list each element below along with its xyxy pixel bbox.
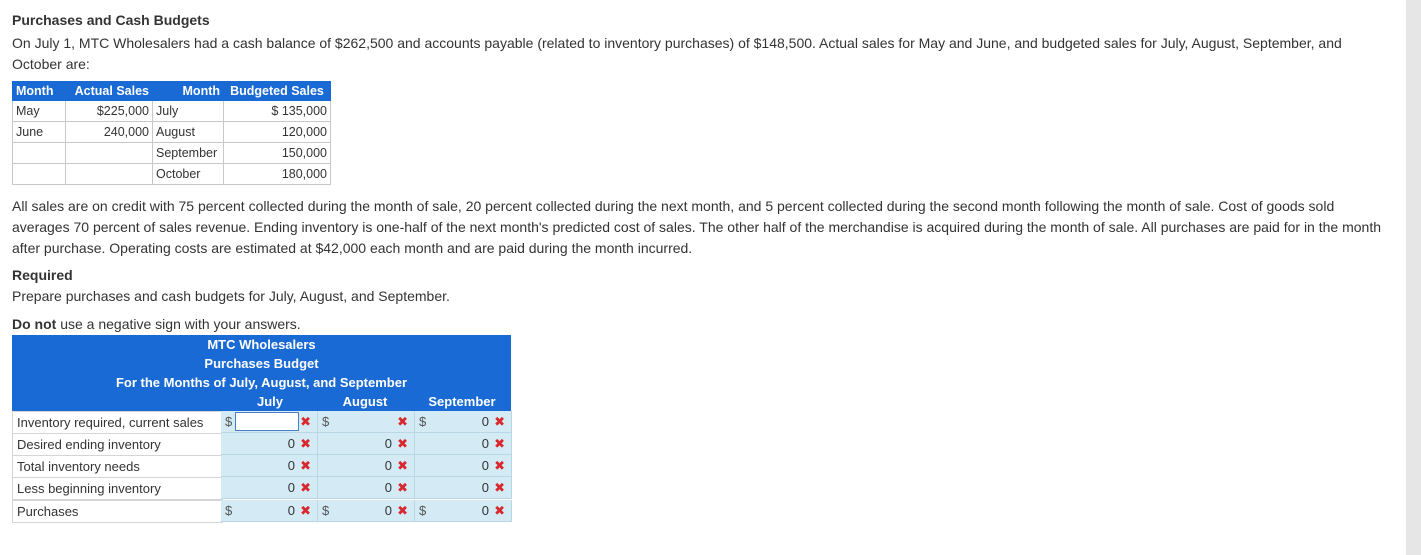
- incorrect-icon: ✖: [300, 503, 311, 518]
- september-cell: [415, 433, 512, 455]
- incorrect-icon: ✖: [494, 503, 505, 518]
- budget-header: [12, 335, 511, 411]
- incorrect-icon: ✖: [397, 436, 408, 451]
- september-total-needs-value[interactable]: 0: [481, 458, 489, 473]
- incorrect-icon: ✖: [397, 503, 408, 518]
- currency-symbol: $: [225, 414, 233, 429]
- incorrect-icon: ✖: [300, 414, 311, 429]
- september-cell: [415, 411, 512, 433]
- table-row: [13, 164, 331, 185]
- july-cell: [221, 455, 318, 477]
- september-cell: [415, 477, 512, 499]
- currency-symbol: $: [225, 503, 233, 518]
- incorrect-icon: ✖: [300, 480, 311, 495]
- row-label: Less beginning inventory: [12, 477, 223, 500]
- table-cell: $225,000: [66, 101, 153, 122]
- incorrect-icon: ✖: [397, 414, 408, 429]
- currency-symbol: $: [322, 503, 330, 518]
- incorrect-icon: ✖: [494, 480, 505, 495]
- budget-company: MTC Wholesalers: [207, 337, 316, 352]
- note-emphasis: Do not: [12, 316, 57, 332]
- incorrect-icon: ✖: [300, 458, 311, 473]
- row-label: Inventory required, current sales: [12, 411, 223, 434]
- header-actual-sales: Actual Sales: [66, 82, 153, 101]
- august-cell: [318, 433, 415, 455]
- table-cell: July: [153, 101, 224, 122]
- july-cell: [221, 477, 318, 499]
- budget-row-desired-ending-inventory: [12, 433, 511, 455]
- problem-title: Purchases and Cash Budgets: [12, 12, 210, 28]
- august-cell: [318, 477, 415, 499]
- header-budgeted-sales: Budgeted Sales: [224, 82, 331, 101]
- budget-period: For the Months of July, August, and September: [115, 375, 408, 390]
- table-cell: [66, 164, 153, 185]
- table-cell: [13, 164, 66, 185]
- august-total-needs-value[interactable]: 0: [384, 458, 392, 473]
- budget-row-purchases: [12, 500, 511, 522]
- intro-paragraph: On July 1, MTC Wholesalers had a cash balance of $262,500 and accounts payable (related to inventory purchases) of $148,500. Actual sales for May and June, and budgeted sales for July, August, September, and October are:: [12, 35, 1342, 72]
- budget-row-inventory-required: [12, 411, 511, 433]
- september-beginning-inventory-value[interactable]: 0: [481, 480, 489, 495]
- table-cell: August: [153, 122, 224, 143]
- september-cell: [415, 500, 512, 522]
- july-beginning-inventory-value[interactable]: 0: [287, 480, 295, 495]
- purchases-budget: [12, 335, 511, 522]
- august-desired-ending-value[interactable]: 0: [384, 436, 392, 451]
- incorrect-icon: ✖: [494, 458, 505, 473]
- table-cell: 150,000: [224, 143, 331, 164]
- table-cell: September: [153, 143, 224, 164]
- sales-table-header: [13, 82, 331, 101]
- currency-symbol: $: [419, 503, 427, 518]
- row-label: Total inventory needs: [12, 455, 223, 478]
- august-cell: [318, 411, 415, 433]
- july-cell: [221, 433, 318, 455]
- table-row: [13, 122, 331, 143]
- note-text: use a negative sign with your answers.: [56, 316, 301, 332]
- required-text: Prepare purchases and cash budgets for July, August, and September.: [12, 288, 450, 304]
- budget-name: Purchases Budget: [204, 356, 319, 371]
- july-desired-ending-value[interactable]: 0: [287, 436, 295, 451]
- table-row: [13, 101, 331, 122]
- table-cell: $ 135,000: [224, 101, 331, 122]
- september-cell: [415, 455, 512, 477]
- table-row: [13, 143, 331, 164]
- august-cell: [318, 455, 415, 477]
- column-july: July: [256, 394, 283, 409]
- incorrect-icon: ✖: [397, 480, 408, 495]
- july-total-needs-value[interactable]: 0: [287, 458, 295, 473]
- header-month: Month: [13, 82, 66, 101]
- incorrect-icon: ✖: [494, 414, 505, 429]
- incorrect-icon: ✖: [300, 436, 311, 451]
- july-cell: [221, 500, 318, 522]
- required-heading: Required: [12, 267, 73, 283]
- table-cell: 240,000: [66, 122, 153, 143]
- table-cell: May: [13, 101, 66, 122]
- august-cell: [318, 500, 415, 522]
- instruction-note: [12, 316, 301, 332]
- row-label: Purchases: [12, 500, 223, 523]
- table-cell: [66, 143, 153, 164]
- details-paragraph: All sales are on credit with 75 percent collected during the month of sale, 20 percent collected during the next month, and 5 percent collected during the second month following the month of sale. Cost of goods sold averages 70 percent of sales revenue. Ending inventory is one-half of the next month's predicted cost of sales. The other half of the merchandise is acquired during the month of sale. All purchases are paid for in the month after purchase. Operating costs are estimated at $42,000 each month and are paid during the month incurred.: [12, 198, 1381, 256]
- table-cell: [13, 143, 66, 164]
- budget-row-total-inventory-needs: [12, 455, 511, 477]
- august-beginning-inventory-value[interactable]: 0: [384, 480, 392, 495]
- incorrect-icon: ✖: [494, 436, 505, 451]
- budget-row-less-beginning-inventory: [12, 477, 511, 499]
- currency-symbol: $: [322, 414, 330, 429]
- sales-table: [12, 81, 331, 185]
- currency-symbol: $: [419, 414, 427, 429]
- table-cell: 180,000: [224, 164, 331, 185]
- scrollbar[interactable]: [1406, 0, 1421, 555]
- column-september: September: [428, 394, 496, 409]
- september-desired-ending-value[interactable]: 0: [481, 436, 489, 451]
- table-cell: June: [13, 122, 66, 143]
- september-inventory-required-value[interactable]: 0: [481, 414, 489, 429]
- incorrect-icon: ✖: [397, 458, 408, 473]
- september-purchases-value[interactable]: 0: [481, 503, 489, 518]
- header-month-2: Month: [153, 82, 224, 101]
- row-label: Desired ending inventory: [12, 433, 223, 456]
- july-inventory-required-input[interactable]: [235, 412, 299, 431]
- column-august: August: [342, 394, 388, 409]
- table-cell: 120,000: [224, 122, 331, 143]
- august-purchases-value[interactable]: 0: [384, 503, 392, 518]
- table-cell: October: [153, 164, 224, 185]
- july-cell: [221, 411, 318, 433]
- july-purchases-value[interactable]: 0: [287, 503, 295, 518]
